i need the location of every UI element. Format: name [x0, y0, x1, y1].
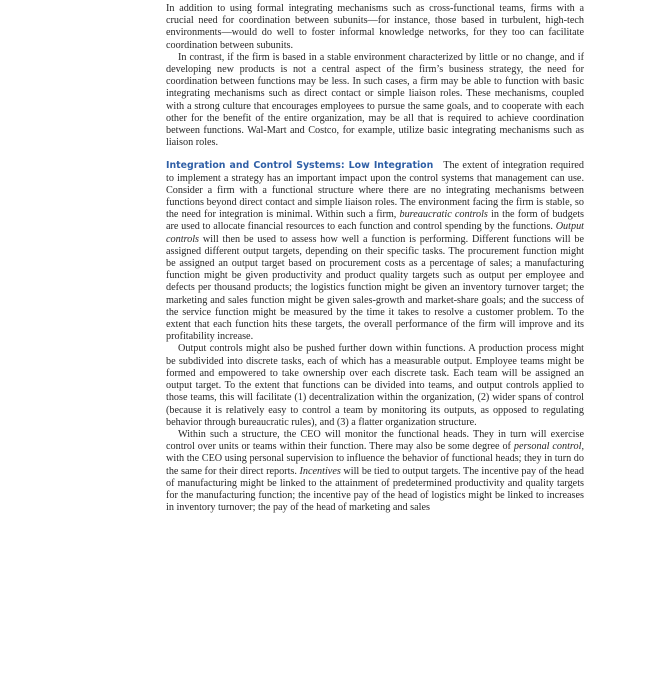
paragraph-informal-networks: In addition to using formal integrating mechanisms such as cross-functional teams, firms with a crucial need for coordination between subunits—for instance, those based in turbulent, high-tech environments—would do well to foster informal knowledge networks, for they too can facilitate coordination between subunits. — [166, 3, 584, 51]
text-run: will then be used to assess how well a function is performing. Different functions will be assigned different output targets, depending on their specific tasks. The procurement function might be assigned an output target based on procurement costs as a percentage of sales; a manufacturing function might be given productivity and product quality targets such as output per employee and defects per thousand products; the logistics function might be given an inventory turnover target; the marketing and sales function might be given sales-growth and market-share goals; and the success of the service function might be measured by the time it takes to resolve a customer problem. To the extent that each function hits these targets, the overall performance of the firm will improve and its profitability increase. — [166, 233, 584, 343]
emphasis-personal-control: personal control, — [513, 441, 584, 453]
paragraph-low-integration-intro — [166, 160, 584, 343]
text-run: Within such a structure, the CEO will monitor the functional heads. They in turn will exercise control over units or teams within their function. There may also be some degree of — [166, 428, 584, 453]
text-run: will be tied to output targets. The incentive pay of the head of manufacturing might be linked to the attainment of predetermined productivity and quality targets for the manufacturing function; the incentive pay of the head of logistics might be linked to increases in inventory turnover; the pay of the head of marketing and sales — [166, 465, 584, 514]
text-run: with the CEO using personal supervision to influence the behavior of functional heads; they in turn do the same for their direct reports. — [166, 453, 584, 477]
emphasis-output-controls: Output controls — [166, 221, 584, 245]
section-informal-networks — [166, 3, 584, 149]
section-low-integration — [166, 160, 584, 514]
text-run: The extent of integration required to implement a strategy has an important impact upon the control systems that management can use. Consider a firm with a functional structure where there are no integrating mechanisms between functions beyond direct contact and simple liaison roles. The environment facing the firm is stable, so the need for integration is minimal. Within such a firm, — [166, 160, 584, 221]
paragraph-stable-environment: In contrast, if the firm is based in a stable environment characterized by little or no change, and if developing new products is not a central aspect of the firm’s business strategy, the need for coordination between functions may be less. In such cases, a firm may be able to function with basic integrating mechanisms such as direct contact or simple liaison roles. These mechanisms, coupled with a strong culture that encourages employees to pursue the same goals, and to cooperate with each other for the benefit of the entire organization, may be all that is required to achieve coordination between functions. Wal-Mart and Costco, for example, utilize basic integrating mechanisms such as liaison roles. — [166, 51, 584, 149]
emphasis-incentives: Incentives — [299, 465, 341, 477]
emphasis-bureaucratic-controls: bureaucratic controls — [399, 209, 488, 221]
section-spacer — [166, 149, 584, 160]
paragraph-ceo-monitoring — [166, 429, 584, 514]
document-page — [166, 3, 584, 514]
text-run: in the form of budgets are used to allocate financial resources to each function and control spending by the functions. — [166, 209, 585, 233]
paragraph-output-controls-teams: Output controls might also be pushed further down within functions. A production process might be subdivided into discrete tasks, each of which has a measurable output. Employee teams might be formed and empowered to take ownership over each discrete task. Each team will be assigned an output target. To the extent that functions can be divided into teams, and output controls applied to those teams, this will facilitate (1) decentralization within the organization, (2) wider spans of control (because it is relatively easy to control a team by monitoring its outputs, as opposed to regulating behavior through bureaucratic rules), and (3) a flatter organization structure. — [166, 343, 584, 428]
section-heading: Integration and Control Systems: Low Integration — [166, 160, 434, 172]
